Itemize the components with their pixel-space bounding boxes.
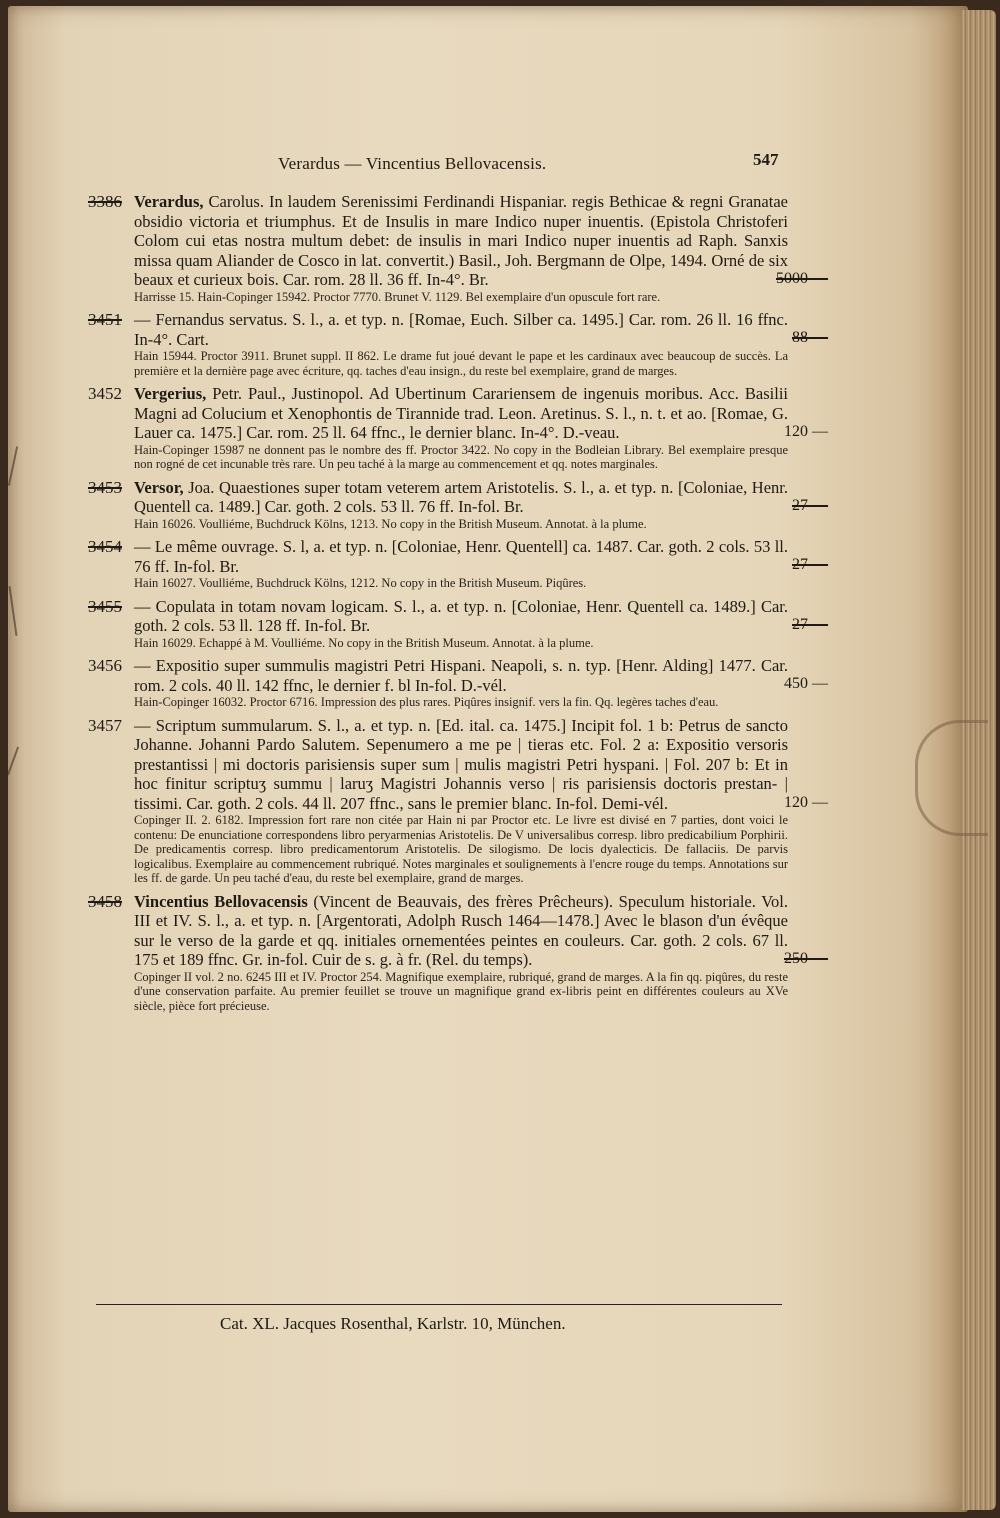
entry-number: 3458	[88, 891, 122, 911]
entry-price: 250 —	[784, 949, 828, 967]
entry-note: Hain 15944. Proctor 3911. Brunet suppl. II 862. Le drame fut joué devant le pape et les cardinaux avec beaucoup de succès. La première et la dernière page avec écriture, qq. taches d'eau insign., du reste bel exemplaire, grand de marges.	[134, 349, 788, 378]
entry-number: 3456	[88, 656, 122, 675]
catalog-entry	[88, 310, 828, 378]
catalog-footer: Cat. XL. Jacques Rosenthal, Karlstr. 10, München.	[220, 1314, 566, 1333]
entry-number: 3457	[88, 715, 122, 735]
catalog-page	[8, 6, 968, 1512]
running-head: Verardus — Vincentius Bellovacensis.	[278, 154, 547, 173]
catalog-entry	[88, 192, 828, 304]
entry-price: 120 —	[784, 793, 828, 811]
entry-description: Vergerius, Petr. Paul., Justinopol. Ad Ubertinum Carariensem de ingenuis moribus. Acc. Basilii Magni ad Colucium et Xenophontis de Tirannide trad. Leon. Aretinus. S. l., n. t. et ao. [Romae, G. Lauer ca. 1475.] Car. rom. 25 ll. 64 ffnc., le dernier blanc. In-4°. D.-veau.	[134, 384, 788, 442]
entry-number: 3455	[88, 596, 122, 616]
footer-rule	[96, 1304, 782, 1305]
entry-number: 3451	[88, 310, 122, 329]
entry-price: 450 —	[784, 675, 828, 692]
catalog-entries	[88, 192, 828, 1019]
entry-note: Copinger II vol. 2 no. 6245 III et IV. Proctor 254. Magnifique exemplaire, rubriqué, grand de marges. A la fin qq. piqûres, du reste d'une conservation parfaite. Au premier feuillet se trouve un magnifique grand ex-libris peint en différentes couleurs au XVe siècle, pièce fort précieuse.	[134, 969, 788, 1013]
margin-pencil-marks	[8, 426, 38, 826]
entry-price: 88 —	[792, 329, 828, 346]
entry-number: 3452	[88, 384, 122, 403]
page-header	[8, 150, 968, 184]
entry-description: Vincentius Bellovacensis (Vincent de Beauvais, des frères Prêcheurs). Speculum historiale. Vol. III et IV. S. l., a. et typ. n. [Argentorati, Adolph Rusch 1464—1478.] Avec le blason d'un évêque sur le verso de la garde et qq. initiales ornementées peintes en couleurs. Car. goth. 2 cols. 67 ll. 175 et 189 ffnc. Gr. in-fol. Cuir de s. g. à fr. (Rel. du temps).	[134, 891, 789, 969]
entry-description: Verardus, Carolus. In laudem Serenissimi Ferdinandi Hispaniar. regis Bethicae & regni Granatae obsidio victoria et triumphus. Et de Insulis in mare Indico nuper inuentis. (Epistola Christoferi Colom cui etas nostra multum debet: de insulis in mari Indico nuper inuentis ad Raph. Sanxis missa quam Aliander de Cosco in lat. convertit.) Basil., Joh. Bergmann de Olpe, 1494. Orné de six beaux et curieux bois. Car. rom. 28 ll. 36 ff. In-4°. Br.	[134, 192, 788, 289]
entry-description: Versor, Joa. Quaestiones super totam veterem artem Aristotelis. S. l., a. et typ. n. [Coloniae, Henr. Quentell ca. 1489.] Car. goth. 2 cols. 53 ll. 76 ff. In-fol. Br.	[134, 477, 788, 516]
entry-price: 5000 —	[776, 270, 828, 287]
entry-description: — Le même ouvrage. S. l, a. et typ. n. [Coloniae, Henr. Quentell] ca. 1487. Car. goth. 2 cols. 53 ll. 76 ff. In-fol. Br.	[134, 537, 788, 576]
catalog-entry	[88, 596, 828, 651]
entry-description: — Expositio super summulis magistri Petri Hispani. Neapoli, s. n. typ. [Henr. Alding] 1477. Car. rom. 2 cols. 40 ll. 142 ffnc, le dernier f. bl In-fol. D.-vél.	[134, 656, 788, 695]
page-clip-shadow	[915, 720, 988, 836]
entry-note: Hain 16027. Voulliéme, Buchdruck Kölns, 1212. No copy in the British Museum. Piqûres.	[134, 576, 587, 590]
entry-note: Hain-Copinger 15987 ne donnent pas le nombre des ff. Proctor 3422. No copy in the Bodleian Library. Bel exemplaire presque non rogné de cet incunable très rare. Un peu taché à la marge au commencement et qq. notes marginales.	[134, 442, 788, 471]
catalog-entry	[88, 477, 828, 532]
catalog-entry	[88, 891, 828, 1014]
page-number: 547	[753, 150, 779, 169]
catalog-entry	[88, 384, 828, 472]
catalog-entry	[88, 715, 828, 886]
entry-note: Hain 16026. Voulliéme, Buchdruck Kölns, 1213. No copy in the British Museum. Annotat. à la plume.	[134, 516, 647, 531]
entry-number: 3454	[88, 537, 122, 556]
entry-note: Hain-Copinger 16032. Proctor 6716. Impression des plus rares. Piqûres insignif. vers la fin. Qq. legères taches d'eau.	[134, 695, 719, 709]
entry-description: — Copulata in totam novam logicam. S. l., a. et typ. n. [Coloniae, Henr. Quentell ca. 1489.] Car. goth. 2 cols. 53 ll. 128 ff. In-fol. Br.	[134, 596, 788, 635]
entry-note: Hain 16029. Echappé à M. Voulliéme. No copy in the British Museum. Annotat. à la plume.	[134, 635, 594, 650]
catalog-entry	[88, 656, 828, 710]
entry-number: 3453	[88, 477, 122, 497]
catalog-entry	[88, 537, 828, 591]
entry-note: Copinger II. 2. 6182. Impression fort rare non citée par Hain ni par Proctor etc. Le livre est divisé en 7 parties, dont voici le contenu: De enunciatione correspondens libro peryarmenias Aristotelis. De V universalibus corresp. libro predicabilium Porphirii. De predicamentis corresp. libro predicamentorum Aristotelis. De silogismo. De locis dyalecticis. De fallaciis. De parvis logicalibus. Exemplaire au commencement rubriqué. Notes marginales et soulignements à l'encre rouge du temps. Annotations sur les ff. de garde. Un peu taché d'eau, du reste bel exemplaire, grand de marges.	[134, 813, 788, 885]
entry-note: Harrisse 15. Hain-Copinger 15942. Proctor 7770. Brunet V. 1129. Bel exemplaire d'un opuscule fort rare.	[134, 289, 661, 304]
entry-number: 3386	[88, 192, 122, 211]
entry-description: — Scriptum summularum. S. l., a. et typ. n. [Ed. ital. ca. 1475.] Incipit fol. 1 b: Petrus de sancto Johanne. Johanni Pardo Salutem. Sepenumero a me pe | tieras etc. Fol. 2 a: Expositio versoris prestantissi | mi doctoris parisiensis super sum | mulis magistri Petri hyspani. | Fol. 207 b: Et in hoc finitur scriptuʒ summu | laruʒ Magistri Johannis verso | ris parisiensis doctoris prestan- | tissimi. Car. goth. 2 cols. 44 ll. 207 ffnc., sans le premier blanc. In-fol. Demi-vél.	[134, 715, 788, 813]
entry-price: 27 —	[792, 615, 828, 633]
entry-description: — Fernandus servatus. S. l., a. et typ. n. [Romae, Euch. Silber ca. 1495.] Car. rom. 26 ll. 16 ffnc. In-4°. Cart.	[134, 310, 788, 349]
entry-price: 27 —	[792, 496, 828, 514]
entry-price: 27 —	[792, 556, 828, 573]
entry-price: 120 —	[784, 423, 828, 440]
